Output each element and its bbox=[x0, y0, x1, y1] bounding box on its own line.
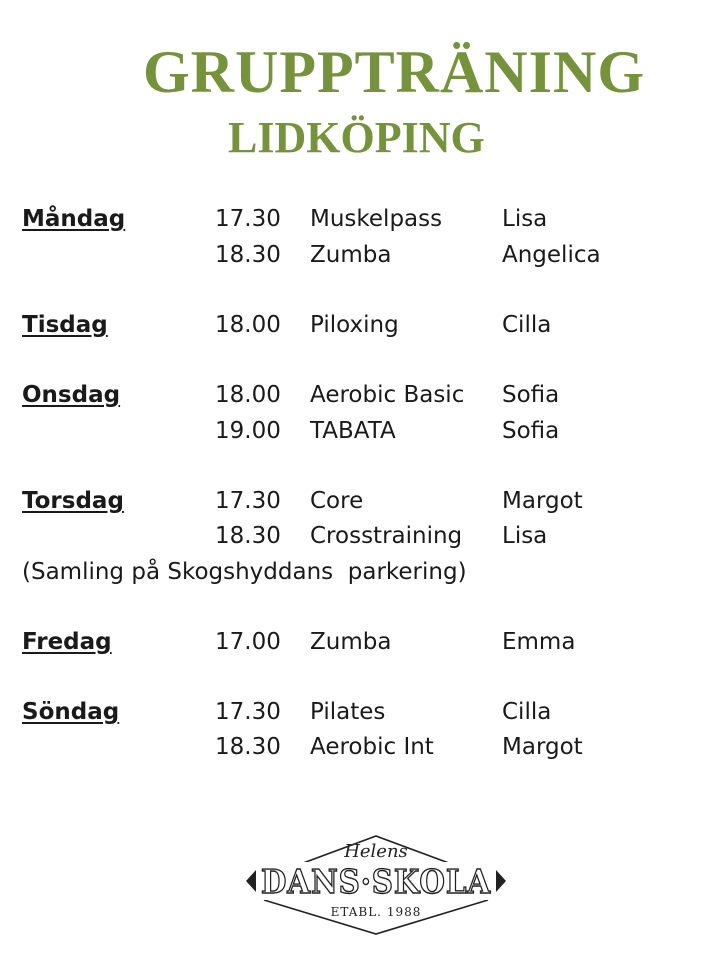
schedule-class: Zumba bbox=[310, 629, 392, 655]
schedule-class: Zumba bbox=[310, 242, 392, 268]
schedule-time: 17.30 bbox=[215, 488, 281, 514]
schedule-class: Aerobic Int bbox=[310, 734, 434, 760]
schedule-instructor: Lisa bbox=[502, 523, 548, 549]
logo-script: Helens bbox=[344, 841, 408, 862]
schedule-day: Onsdag bbox=[22, 382, 121, 408]
schedule-instructor: Margot bbox=[502, 488, 583, 514]
schedule-day: Torsdag bbox=[22, 488, 124, 514]
page-title: GRUPPTRÄNING bbox=[143, 39, 645, 105]
schedule-class: Pilates bbox=[310, 699, 386, 725]
schedule-time: 18.30 bbox=[215, 523, 281, 549]
schedule-class: Piloxing bbox=[310, 312, 399, 338]
schedule-time: 18.00 bbox=[215, 312, 281, 338]
logo-name: DANS·SKOLA bbox=[261, 862, 491, 901]
schedule-day: Tisdag bbox=[22, 312, 108, 338]
schedule-class: TABATA bbox=[310, 418, 396, 444]
schedule-time: 18.30 bbox=[215, 242, 281, 268]
schedule-time: 18.00 bbox=[215, 382, 281, 408]
schedule-day: Fredag bbox=[22, 629, 112, 655]
schedule-time: 17.00 bbox=[215, 629, 281, 655]
schedule-instructor: Sofia bbox=[502, 382, 560, 408]
logo-established: ETABL. 1988 bbox=[330, 905, 422, 919]
meeting-note: (Samling på Skogshyddans parkering) bbox=[22, 559, 467, 585]
schedule-time: 19.00 bbox=[215, 418, 281, 444]
schedule-class: Core bbox=[310, 488, 364, 514]
schedule-day: Söndag bbox=[22, 699, 120, 725]
dance-school-logo bbox=[244, 832, 508, 938]
schedule-day: Måndag bbox=[22, 206, 126, 232]
schedule-instructor: Cilla bbox=[502, 312, 552, 338]
schedule-class: Aerobic Basic bbox=[310, 382, 465, 408]
schedule-instructor: Lisa bbox=[502, 206, 548, 232]
schedule-instructor: Margot bbox=[502, 734, 583, 760]
schedule-instructor: Emma bbox=[502, 629, 576, 655]
schedule-time: 18.30 bbox=[215, 734, 281, 760]
schedule-instructor: Angelica bbox=[502, 242, 601, 268]
page-subtitle: LIDKÖPING bbox=[228, 113, 485, 162]
schedule-time: 17.30 bbox=[215, 206, 281, 232]
schedule-class: Crosstraining bbox=[310, 523, 463, 549]
schedule-class: Muskelpass bbox=[310, 206, 443, 232]
schedule-time: 17.30 bbox=[215, 699, 281, 725]
schedule-instructor: Cilla bbox=[502, 699, 552, 725]
schedule-instructor: Sofia bbox=[502, 418, 560, 444]
